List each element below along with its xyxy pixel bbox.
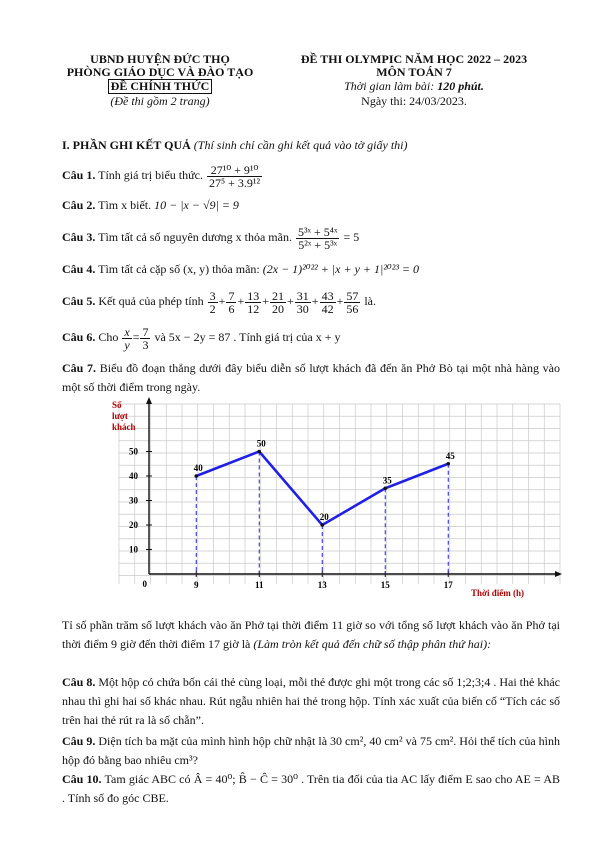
exam-title: ĐỀ THI OLYMPIC NĂM HỌC 2022 – 2023 (300, 52, 528, 66)
data-label: 50 (256, 438, 266, 449)
question-3-label: Câu 3. (62, 230, 96, 244)
question-10 (62, 770, 560, 808)
question-8-text: Một hộp có chứa bốn cái thẻ cùng loại, mỗi thẻ được ghi một trong các số 1;2;3;4 . Hai thẻ khác nhau thì ghi hai số khác nhau. Rút ngẫu nhiên hai thẻ trong hộp. Tính xác xuất của biến cố “Tích các số trên hai thẻ rút ra là số chẵn”. (62, 675, 560, 727)
q5-term (208, 290, 218, 315)
q6-lhs-den: y (124, 337, 130, 352)
section-title: I. PHẦN GHI KẾT QUẢ (62, 138, 191, 152)
q5-term (344, 290, 360, 315)
q5-term (245, 290, 261, 315)
x-tick-label: 11 (254, 580, 264, 590)
question-5-label: Câu 5. (62, 294, 96, 308)
question-1-text: Tính giá trị biểu thức. (95, 168, 203, 182)
time-allowed (272, 79, 556, 94)
district-name: UBND HUYỆN ĐỨC THỌ (90, 52, 230, 66)
official-label (86, 79, 234, 94)
line-chart (100, 396, 570, 606)
q5-term-den: 6 (228, 301, 235, 316)
data-point (383, 486, 387, 490)
q6-rhs-fraction (140, 326, 150, 351)
question-6-text: Cho (95, 330, 119, 344)
origin-label: 0 (142, 579, 147, 589)
q5-term-num: 7 (228, 288, 235, 303)
question-8-label: Câu 8. (62, 675, 96, 689)
section-note: (Thí sinh chỉ cần ghi kết quả vào tờ giấy thi) (190, 138, 408, 152)
official-label-text: ĐỀ CHÍNH THỨC (108, 79, 213, 94)
q5-term (295, 290, 311, 315)
q5-term-den: 42 (321, 301, 334, 316)
question-7-label: Câu 7. (62, 361, 97, 375)
x-axis-arrow (555, 571, 562, 577)
y-tick-label: 10 (129, 544, 138, 555)
question-6-mid: và 5x − 2y = 87 . Tính giá trị của x + y (151, 330, 341, 344)
question-2 (62, 198, 239, 213)
question-7-followup-note: (Làm tròn kết quả đến chữ số thập phân thứ hai): (253, 637, 492, 651)
q5-term-num: 3 (209, 288, 216, 303)
q2-expression: 10 − |x − √9| = 9 (154, 198, 239, 212)
q5-term (270, 290, 286, 315)
q5-term-num: 31 (296, 288, 309, 303)
data-point (194, 474, 198, 478)
question-1 (62, 160, 263, 190)
q1-denominator: 27⁵ + 3.9¹² (208, 175, 261, 190)
subject-title: MÔN TOÁN 7 (376, 65, 452, 79)
data-label: 40 (193, 463, 203, 473)
question-2-label: Câu 2. (62, 198, 96, 212)
question-4 (62, 262, 419, 277)
question-5-tail: là. (361, 294, 377, 308)
question-2-text: Tìm x biết. (95, 198, 152, 212)
x-tick-label: 17 (443, 580, 453, 590)
question-7-followup (62, 616, 560, 654)
q1-fraction (207, 164, 262, 189)
question-6-label: Câu 6. (62, 330, 96, 344)
question-10-label: Câu 10. (62, 772, 102, 786)
question-5: Câu 5. Kết quả của phép tính $\frac{3}{2}$ + $\frac{7}{6}$ + $\frac{13}{12}$ + $\frac{21}{20}$ + $\frac{31}{30}$ + $\frac{43}{42}$ + $\frac{57}{56}$ là. (62, 288, 377, 316)
q5-term-den: 20 (272, 301, 284, 316)
data-point (320, 523, 324, 527)
q3-numerator: 5³ˣ + 5⁴ˣ (297, 224, 338, 239)
q6-rhs-num: 7 (142, 324, 149, 339)
y-axis-label: Số (112, 400, 122, 410)
data-label: 20 (319, 512, 329, 522)
y-tick-label: 30 (129, 495, 138, 506)
question-9 (62, 732, 560, 770)
y-axis-label: khách (112, 422, 136, 432)
question-10-text: Tam giác ABC có Â = 40⁰; B̂ − Ĉ = 30⁰ . Trên tia đối của tia AC lấy điểm E sao cho AE = AB . Tính số đo góc CBE. (62, 772, 561, 805)
section-heading (62, 138, 408, 153)
data-label: 35 (382, 475, 392, 486)
question-9-label: Câu 9. (62, 734, 96, 748)
question-1-label: Câu 1. (62, 168, 96, 182)
y-tick-label: 50 (129, 446, 138, 457)
data-point (446, 462, 450, 466)
data-point (257, 450, 261, 454)
x-tick-label: 15 (380, 580, 390, 590)
question-5-text: Kết quả của phép tính (95, 294, 204, 308)
q5-term-num: 57 (346, 288, 359, 303)
q1-numerator: 27¹⁰ + 9¹⁰ (207, 164, 262, 177)
time-value: 120 phút. (437, 79, 484, 93)
q6-lhs-fraction (122, 326, 131, 351)
y-tick-label: 20 (129, 520, 138, 530)
page-count-note: (Đề thi gồm 2 trang) (110, 94, 210, 108)
q5-term-num: 43 (321, 288, 334, 303)
question-3-text: Tìm tất cả số nguyên dương x thỏa mãn. (95, 230, 292, 244)
time-label: Thời gian làm bài: (344, 79, 438, 93)
q3-denominator: 5²ˣ + 5³ˣ (298, 237, 338, 252)
question-6: Câu 6. Cho $\frac{x}{y}$ = $\frac{7}{3}$ và 5x − 2y = 87 . Tính giá trị của x + y (62, 324, 341, 352)
question-7-followup-text: Tỉ số phần trăm số lượt khách vào ăn Phở tại thời điểm 11 giờ so với tổng số lượt khách vào ăn Phở tại thời điểm 9 giờ đến thời điểm 17 giờ là (62, 618, 560, 651)
x-tick-label: 13 (317, 580, 327, 590)
data-label: 45 (445, 450, 455, 461)
q5-term-den: 30 (296, 301, 309, 316)
q5-term-den: 12 (247, 301, 260, 316)
x-tick-label: 9 (194, 580, 199, 590)
question-4-label: Câu 4. (62, 262, 96, 276)
q6-rhs-den: 3 (142, 337, 149, 352)
q4-expression: (2x − 1)²⁰²² + |x + y + 1|²⁰²³ = 0 (262, 262, 420, 276)
q6-lhs-num: x (124, 324, 130, 339)
x-axis-label: Thời điểm (h) (471, 588, 524, 598)
q5-term (226, 290, 236, 315)
question-7-text: Biểu đồ đoạn thẳng dưới đây biểu diễn số lượt khách đã đến ăn Phở Bò tại một nhà hàng vào một số thời điểm trong ngày. (62, 361, 560, 394)
q5-term-num: 21 (272, 288, 284, 303)
y-axis-arrow (146, 397, 152, 404)
question-3 (62, 222, 359, 252)
question-8 (62, 673, 560, 730)
exam-date: Ngày thi: 24/03/2023. (361, 94, 467, 108)
y-tick-label: 40 (129, 471, 138, 481)
question-4-text: Tìm tất cả cặp số (x, y) thỏa mãn: (95, 262, 260, 276)
q3-fraction (296, 226, 340, 251)
department-name: PHÒNG GIÁO DỤC VÀ ĐÀO TẠO (66, 65, 254, 79)
question-9-text: Diện tích ba mặt của mình hình hộp chữ nhật là 30 cm², 40 cm² và 75 cm². Hỏi thể tích của hình hộp đó bằng bao nhiêu cm³? (62, 734, 560, 767)
question-7 (62, 359, 560, 397)
q5-term-num: 13 (247, 288, 260, 303)
q3-rhs: = 5 (343, 230, 360, 244)
q5-term (320, 290, 336, 315)
q5-term-den: 56 (346, 301, 359, 316)
q5-term-den: 2 (209, 301, 216, 316)
y-axis-label: lượt (112, 411, 128, 421)
